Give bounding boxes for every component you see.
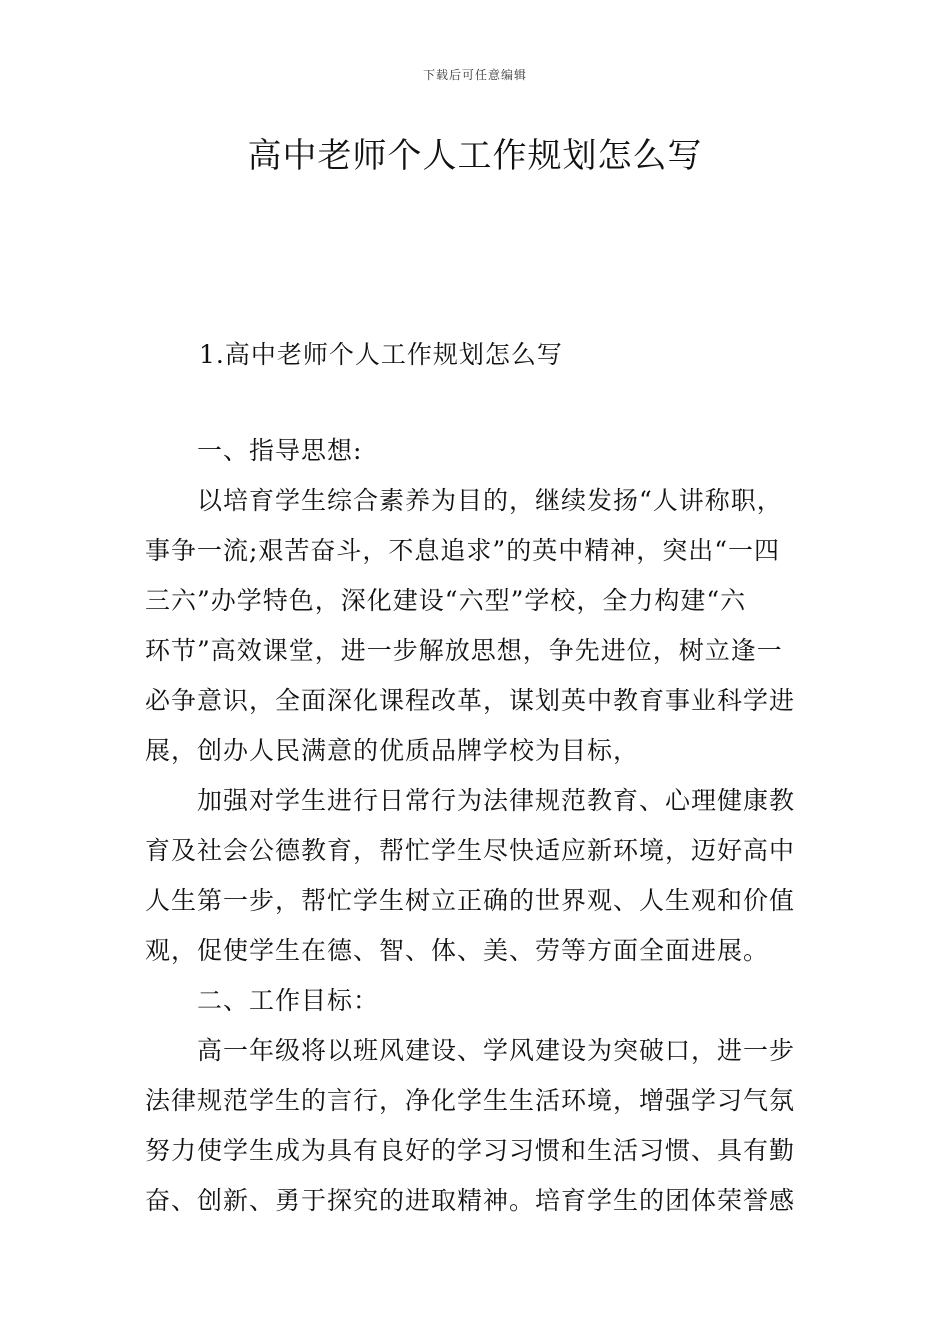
paragraph-line: 努力使学生成为具有良好的学习习惯和生活习惯、具有勤 <box>145 1136 796 1165</box>
paragraph-line: 育及社会公德教育，帮忙学生尽快适应新环境，迈好高中 <box>145 836 796 865</box>
section2-heading: 二、工作目标： <box>197 986 380 1015</box>
section1-heading: 一、指导思想: <box>197 436 363 465</box>
paragraph-line: 以培育学生综合素养为目的，继续发扬“人讲称职， <box>197 486 783 515</box>
section2-paragraph-1 <box>145 1026 810 1226</box>
paragraph-line: 加强对学生进行日常行为法律规范教育、心理健康教 <box>197 786 796 815</box>
header-note: 下载后可任意编辑 <box>422 68 527 82</box>
paragraph-line: 法律规范学生的言行，净化学生生活环境，增强学习气氛 <box>145 1086 796 1115</box>
paragraph-line: 事争一流;艰苦奋斗，不息追求”的英中精神，突出“一四 <box>145 536 780 565</box>
subtitle: 1.高中老师个人工作规划怎么写 <box>199 340 563 369</box>
paragraph-line: 人生第一步，帮忙学生树立正确的世界观、人生观和价值 <box>145 886 796 915</box>
paragraph-line: 三六”办学特色，深化建设“六型”学校，全力构建“六 <box>145 586 747 615</box>
paragraph-line: 环节”高效课堂，进一步解放思想，争先进位，树立逢一 <box>145 636 783 665</box>
paragraph-line: 高一年级将以班风建设、学风建设为突破口，进一步 <box>197 1036 796 1065</box>
paragraph-line: 奋、创新、勇于探究的进取精神。培育学生的团体荣誉感 <box>145 1186 796 1215</box>
document-body <box>145 330 810 1226</box>
paragraph-line: 展，创办人民满意的优质品牌学校为目标， <box>145 736 640 765</box>
section1-paragraph-1 <box>145 476 810 776</box>
paragraph-line: 观，促使学生在德、智、体、美、劳等方面全面进展。 <box>145 936 770 965</box>
section1-paragraph-2 <box>145 776 810 976</box>
paragraph-line: 必争意识，全面深化课程改革，谋划英中教育事业科学进 <box>145 686 796 715</box>
document-title: 高中老师个人工作规划怎么写 <box>247 136 703 176</box>
